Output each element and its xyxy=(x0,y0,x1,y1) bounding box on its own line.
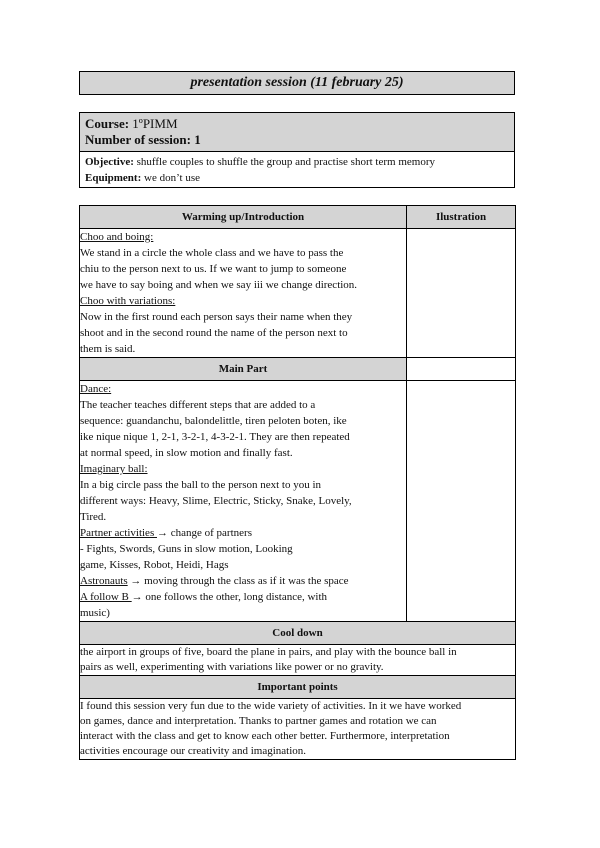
choo-line: chiu to the person next to us. If we want to jump to someone xyxy=(80,263,347,275)
ball-line: Tired. xyxy=(80,511,107,523)
dance-line: sequence: guandanchu, balondelittle, tiren peloten boten, ike xyxy=(80,415,347,427)
ball-line: In a big circle pass the ball to the person next to you in xyxy=(80,479,322,491)
objective-label: Objective: xyxy=(85,156,134,168)
astronauts-rest: → moving through the class as if it was the space xyxy=(127,575,349,587)
session-title-box xyxy=(79,71,515,95)
choo-line: We stand in a circle the whole class and we have to pass the xyxy=(80,247,344,259)
partner-line: game, Kisses, Robot, Heidi, Hags xyxy=(80,559,229,571)
partner-rest: → change of partners xyxy=(156,527,252,539)
course-info-box xyxy=(79,112,515,188)
cooldown-line: the airport in groups of five, board the plane in pairs, and play with the bounce ball in xyxy=(80,646,457,658)
objective-value: shuffle couples to shuffle the group and practise short term memory xyxy=(136,156,435,168)
important-line: on games, dance and interpretation. Thanks to partner games and rotation we can xyxy=(80,715,437,727)
choo-line: we have to say boing and when we say iii we change direction. xyxy=(80,279,358,291)
dance-title: Dance: xyxy=(80,383,112,395)
dance-line: ike nique nique 1, 2-1, 3-2-1, 4-3-2-1. They are then repeated xyxy=(80,431,350,443)
ball-title: Imaginary ball: xyxy=(80,463,148,475)
dance-line: at normal speed, in slow motion and finally fast. xyxy=(80,447,293,459)
choo-title: Choo and boing: xyxy=(80,231,154,243)
cooldown-content xyxy=(80,645,516,676)
course-header xyxy=(80,113,514,152)
main-part-content xyxy=(80,381,407,622)
session-value: 1 xyxy=(194,132,201,147)
course-label: Course: xyxy=(85,116,130,131)
ball-line: different ways: Heavy, Slime, Electric, Sticky, Snake, Lovely, xyxy=(80,495,352,507)
important-line: I found this session very fun due to the wide variety of activities. In it we have worked xyxy=(80,700,462,712)
illustration-header: Ilustration xyxy=(407,206,516,229)
session-plan-table xyxy=(79,205,516,760)
warmup-header: Warming up/Introduction xyxy=(80,206,407,229)
main-part-header-blank xyxy=(407,358,516,381)
important-header: Important points xyxy=(80,676,516,699)
session-label: Number of session: xyxy=(85,132,191,147)
session-title: presentation session (11 february 25) xyxy=(190,75,404,90)
main-part-header: Main Part xyxy=(80,358,407,381)
warmup-content xyxy=(80,229,407,358)
equipment-label: Equipment: xyxy=(85,172,142,184)
partner-title: Partner activities xyxy=(80,527,157,539)
follow-line: music) xyxy=(80,607,110,619)
important-content xyxy=(80,699,516,760)
astronauts-title: Astronauts xyxy=(80,575,128,587)
variations-line: shoot and in the second round the name of the person next to xyxy=(80,327,348,339)
partner-line: - Fights, Swords, Guns in slow motion, Looking xyxy=(80,543,293,555)
variations-line: them is said. xyxy=(80,343,136,355)
variations-line: Now in the first round each person says their name when they xyxy=(80,311,353,323)
equipment-value: we don’t use xyxy=(144,172,201,184)
important-line: interact with the class and get to know each other better. Furthermore, interpretation xyxy=(80,730,450,742)
follow-rest: → one follows the other, long distance, with xyxy=(131,591,328,603)
follow-title: A follow B xyxy=(80,591,132,603)
course-value: 1ºPIMM xyxy=(132,116,178,131)
main-illustration-cell xyxy=(407,381,516,622)
warmup-illustration-cell xyxy=(407,229,516,358)
cooldown-line: pairs as well, experimenting with variations like power or no gravity. xyxy=(80,661,384,673)
important-line: activities encourage our creativity and imagination. xyxy=(80,745,307,757)
dance-line: The teacher teaches different steps that are added to a xyxy=(80,399,316,411)
course-details xyxy=(80,152,514,186)
cooldown-header: Cool down xyxy=(80,622,516,645)
variations-title: Choo with variations: xyxy=(80,295,176,307)
